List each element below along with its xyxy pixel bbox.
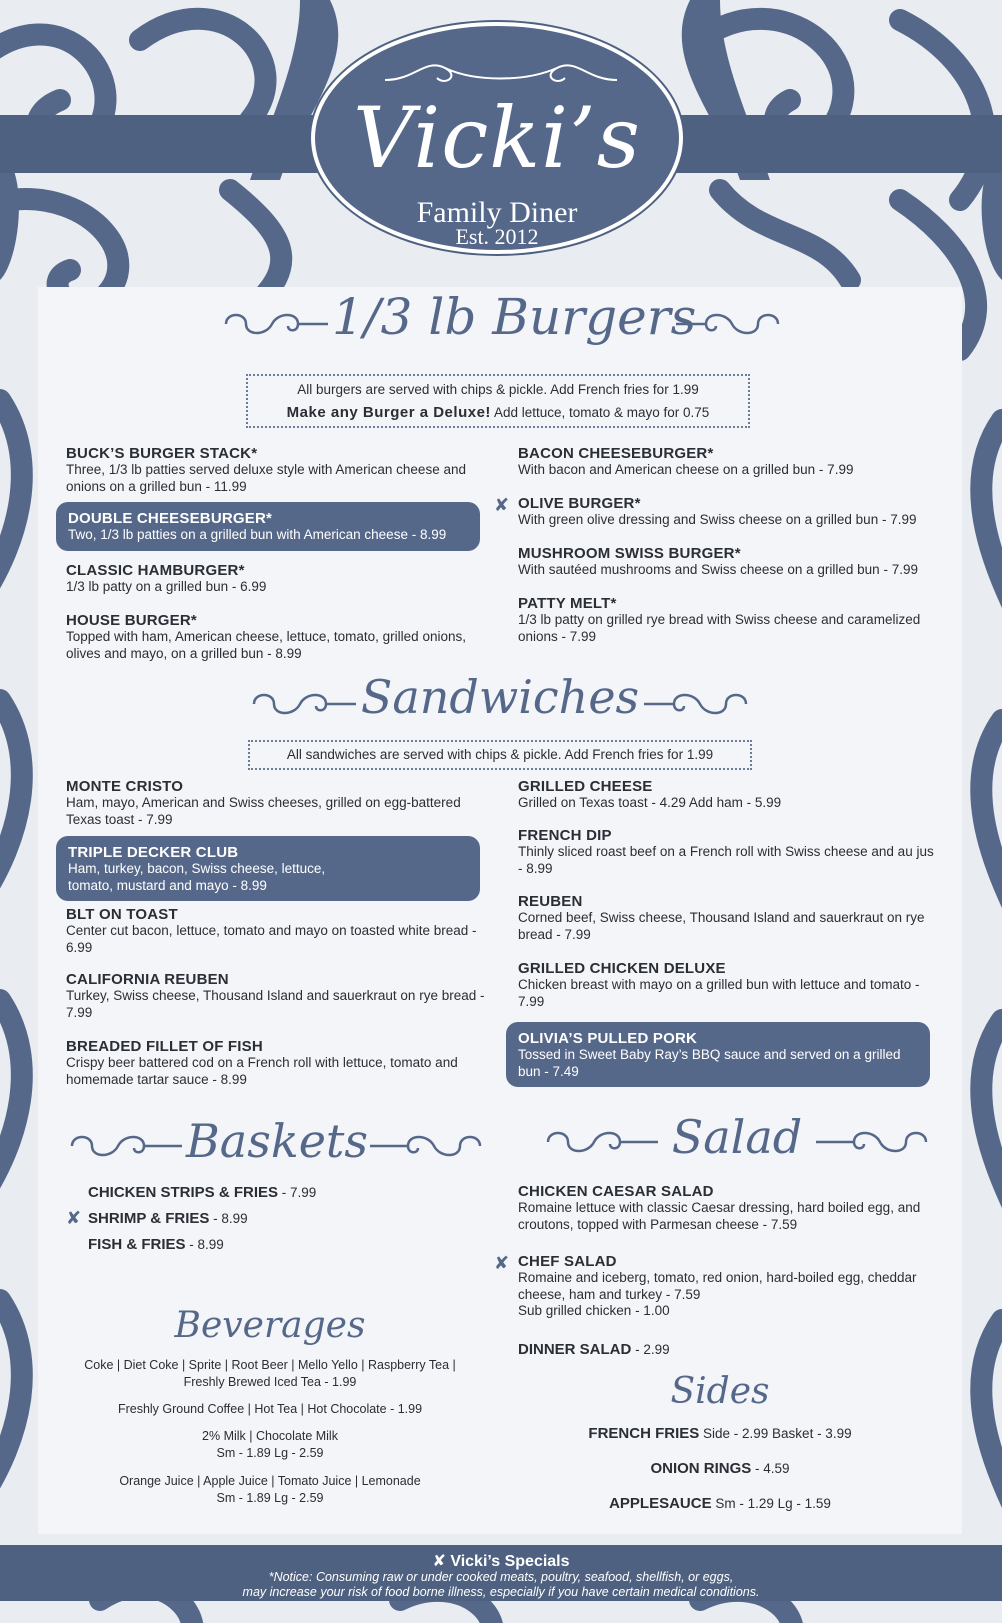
specials-legend — [0, 1551, 1002, 1571]
basket-price: - 8.99 — [209, 1211, 248, 1226]
burgers-note-line2 — [248, 401, 748, 424]
logo-subtitle: Family Diner — [416, 196, 578, 229]
side-item — [510, 1425, 930, 1442]
flourish-right — [366, 1128, 484, 1164]
menu-item — [66, 562, 486, 596]
beverage-line: Freshly Brewed Iced Tea - 1.99 — [183, 1375, 357, 1389]
menu-item — [66, 612, 486, 662]
menu-item — [518, 960, 938, 1010]
item-desc: 1/3 lb patty on grilled rye bread with Swiss cheese and caramelized onions - 7.99 — [518, 612, 921, 644]
menu-item — [66, 445, 486, 495]
health-notice — [0, 1570, 1002, 1600]
side-name: FRENCH FRIES — [588, 1425, 700, 1442]
menu-item — [518, 495, 938, 529]
item-name: OLIVE BURGER* — [518, 495, 641, 512]
menu-item — [66, 971, 486, 1021]
item-desc: Turkey, Swiss cheese, Thousand Island and sauerkraut on rye bread - 7.99 — [66, 988, 485, 1020]
beverage-line: 2% Milk | Chocolate Milk — [202, 1429, 338, 1443]
basket-price: - 7.99 — [278, 1185, 317, 1200]
logo — [311, 22, 683, 254]
menu-item — [518, 778, 938, 812]
menu-item — [518, 1341, 670, 1358]
item-name: CHICKEN CAESAR SALAD — [518, 1183, 714, 1200]
flourish-left — [544, 1124, 662, 1160]
side-item — [510, 1495, 930, 1512]
item-name: BREADED FILLET OF FISH — [66, 1038, 263, 1055]
menu-item — [518, 1253, 918, 1320]
menu-item — [66, 1038, 486, 1088]
notice-line: may increase your risk of food borne illness, especially if you have certain medical conditions. — [242, 1585, 760, 1599]
item-desc: Two, 1/3 lb patties on a grilled bun with American cheese - 8.99 — [68, 527, 447, 542]
menu-item — [66, 906, 486, 956]
menu-item — [518, 545, 938, 579]
flourish-left — [68, 1128, 186, 1164]
logo-name: Vicki’s — [353, 89, 641, 187]
featured-item — [56, 836, 480, 901]
item-desc: With sautéed mushrooms and Swiss cheese on a grilled bun - 7.99 — [518, 562, 918, 577]
item-name: OLIVIA’S PULLED PORK — [518, 1030, 698, 1047]
menu-item — [518, 445, 938, 479]
item-name: MUSHROOM SWISS BURGER* — [518, 545, 741, 562]
item-name: CLASSIC HAMBURGER* — [66, 562, 245, 579]
logo-flourish — [375, 52, 627, 92]
item-name: BUCK’S BURGER STACK* — [66, 445, 258, 462]
deluxe-callout: Make any Burger a Deluxe! — [286, 404, 491, 421]
burgers-title: 1/3 lb Burgers — [332, 288, 697, 346]
logo-established: Est. 2012 — [455, 224, 539, 249]
sandwiches-title: Sandwiches — [360, 670, 640, 724]
item-desc: With bacon and American cheese on a grilled bun - 7.99 — [518, 462, 854, 477]
beverage-line: Sm - 1.89 Lg - 2.59 — [216, 1446, 324, 1460]
item-name: MONTE CRISTO — [66, 778, 184, 795]
item-name: DINNER SALAD — [518, 1341, 632, 1358]
menu-item — [518, 893, 938, 943]
side-name: ONION RINGS — [650, 1460, 752, 1477]
menu-item — [518, 827, 938, 877]
item-name: REUBEN — [518, 893, 583, 910]
item-desc: Crispy beer battered cod on a French roll with lettuce, tomato and homemade tartar sauce - 8.99 — [66, 1055, 458, 1087]
item-name: PATTY MELT* — [518, 595, 617, 612]
item-name: BACON CHEESEBURGER* — [518, 445, 714, 462]
item-desc: Romaine lettuce with classic Caesar dressing, hard boiled egg, and croutons, topped with Parmesan cheese - 7.59 — [518, 1200, 921, 1232]
item-desc: Three, 1/3 lb patties served deluxe style with American cheese and onions on a grilled bun - 11.99 — [66, 462, 466, 494]
salad-title: Salad — [671, 1110, 803, 1164]
item-name: CALIFORNIA REUBEN — [66, 971, 229, 988]
item-name: FRENCH DIP — [518, 827, 612, 844]
item-desc: 1/3 lb patty on a grilled bun - 6.99 — [66, 579, 267, 594]
whisk-icon: ✘ — [494, 1253, 510, 1273]
item-desc: Center cut bacon, lettuce, tomato and mayo on toasted white bread - 6.99 — [66, 923, 477, 955]
side-name: APPLESAUCE — [609, 1495, 712, 1512]
notice-line: *Notice: Consuming raw or under cooked meats, poultry, seafood, shellfish, or eggs, — [268, 1570, 734, 1584]
item-name: HOUSE BURGER* — [66, 612, 197, 629]
beverage-line: Orange Juice | Apple Juice | Tomato Juice | Lemonade — [119, 1474, 421, 1488]
deluxe-detail: Add lettuce, tomato & mayo for 0.75 — [493, 405, 710, 420]
item-desc: Romaine and iceberg, tomato, red onion, hard-boiled egg, cheddar cheese, ham and turkey - 7.59 — [518, 1270, 917, 1302]
flourish-right — [672, 306, 782, 342]
basket-item — [88, 1210, 248, 1227]
item-name: BLT ON TOAST — [66, 906, 178, 923]
item-desc: Ham, mayo, American and Swiss cheeses, grilled on egg-battered Texas toast - 7.99 — [66, 795, 461, 827]
item-name: GRILLED CHEESE — [518, 778, 653, 795]
sides-title: Sides — [670, 1371, 770, 1412]
item-name: TRIPLE DECKER CLUB — [68, 844, 239, 861]
item-extra: Sub grilled chicken - 1.00 — [518, 1303, 670, 1318]
baskets-title: Baskets — [186, 1114, 369, 1168]
item-name: GRILLED CHICKEN DELUXE — [518, 960, 726, 977]
item-desc: With green olive dressing and Swiss cheese on a grilled bun - 7.99 — [518, 512, 917, 527]
item-desc: Corned beef, Swiss cheese, Thousand Island and sauerkraut on rye bread - 7.99 — [518, 910, 925, 942]
whisk-icon: ✘ — [432, 1553, 446, 1570]
side-price: Sm - 1.29 Lg - 1.59 — [711, 1496, 831, 1511]
basket-item — [88, 1184, 316, 1201]
whisk-icon: ✘ — [66, 1208, 82, 1228]
flourish-left — [250, 686, 360, 722]
side-price: Side - 2.99 Basket - 3.99 — [699, 1426, 852, 1441]
featured-item — [56, 502, 480, 551]
menu-item — [66, 778, 486, 828]
basket-item — [88, 1236, 224, 1253]
specials-label: Vicki’s Specials — [450, 1553, 570, 1570]
item-desc: Grilled on Texas toast - 4.29 Add ham - 5.99 — [518, 795, 782, 810]
item-desc: Topped with ham, American cheese, lettuce, tomato, grilled onions, olives and mayo, on a grilled bun - 8.99 — [66, 629, 466, 661]
item-price: - 2.99 — [631, 1342, 670, 1357]
item-name: DOUBLE CHEESEBURGER* — [68, 510, 273, 527]
side-price: - 4.59 — [751, 1461, 790, 1476]
side-item — [510, 1460, 930, 1477]
menu-item — [518, 1183, 938, 1233]
burgers-note — [246, 374, 750, 428]
featured-item — [506, 1022, 930, 1087]
basket-name: FISH & FRIES — [88, 1236, 186, 1253]
whisk-icon: ✘ — [494, 495, 510, 515]
item-desc: Ham, turkey, bacon, Swiss cheese, lettuce, tomato, mustard and mayo - 8.99 — [68, 861, 326, 893]
flourish-right — [812, 1124, 930, 1160]
footer — [0, 1545, 1002, 1601]
item-desc: Tossed in Sweet Baby Ray’s BBQ sauce and served on a grilled bun - 7.49 — [518, 1047, 901, 1079]
burgers-note-line1: All burgers are served with chips & pickle. Add French fries for 1.99 — [297, 382, 699, 397]
item-desc: Thinly sliced roast beef on a French roll with Swiss cheese and au jus - 8.99 — [518, 844, 934, 876]
sandwiches-note — [248, 740, 752, 770]
flourish-left — [222, 306, 332, 342]
item-desc: Chicken breast with mayo on a grilled bun with lettuce and tomato - 7.99 — [518, 977, 920, 1009]
menu-item — [518, 595, 938, 645]
beverage-line: Freshly Ground Coffee | Hot Tea | Hot Chocolate - 1.99 — [117, 1402, 423, 1416]
beverage-line: Coke | Diet Coke | Sprite | Root Beer | Mello Yello | Raspberry Tea | — [84, 1358, 456, 1372]
sandwiches-note-text: All sandwiches are served with chips & pickle. Add French fries for 1.99 — [286, 747, 714, 762]
basket-name: SHRIMP & FRIES — [88, 1210, 210, 1227]
basket-name: CHICKEN STRIPS & FRIES — [88, 1184, 279, 1201]
beverages-title: Beverages — [174, 1305, 366, 1346]
beverage-line: Sm - 1.89 Lg - 2.59 — [216, 1491, 324, 1505]
flourish-right — [640, 686, 750, 722]
item-name: CHEF SALAD — [518, 1253, 617, 1270]
basket-price: - 8.99 — [185, 1237, 224, 1252]
